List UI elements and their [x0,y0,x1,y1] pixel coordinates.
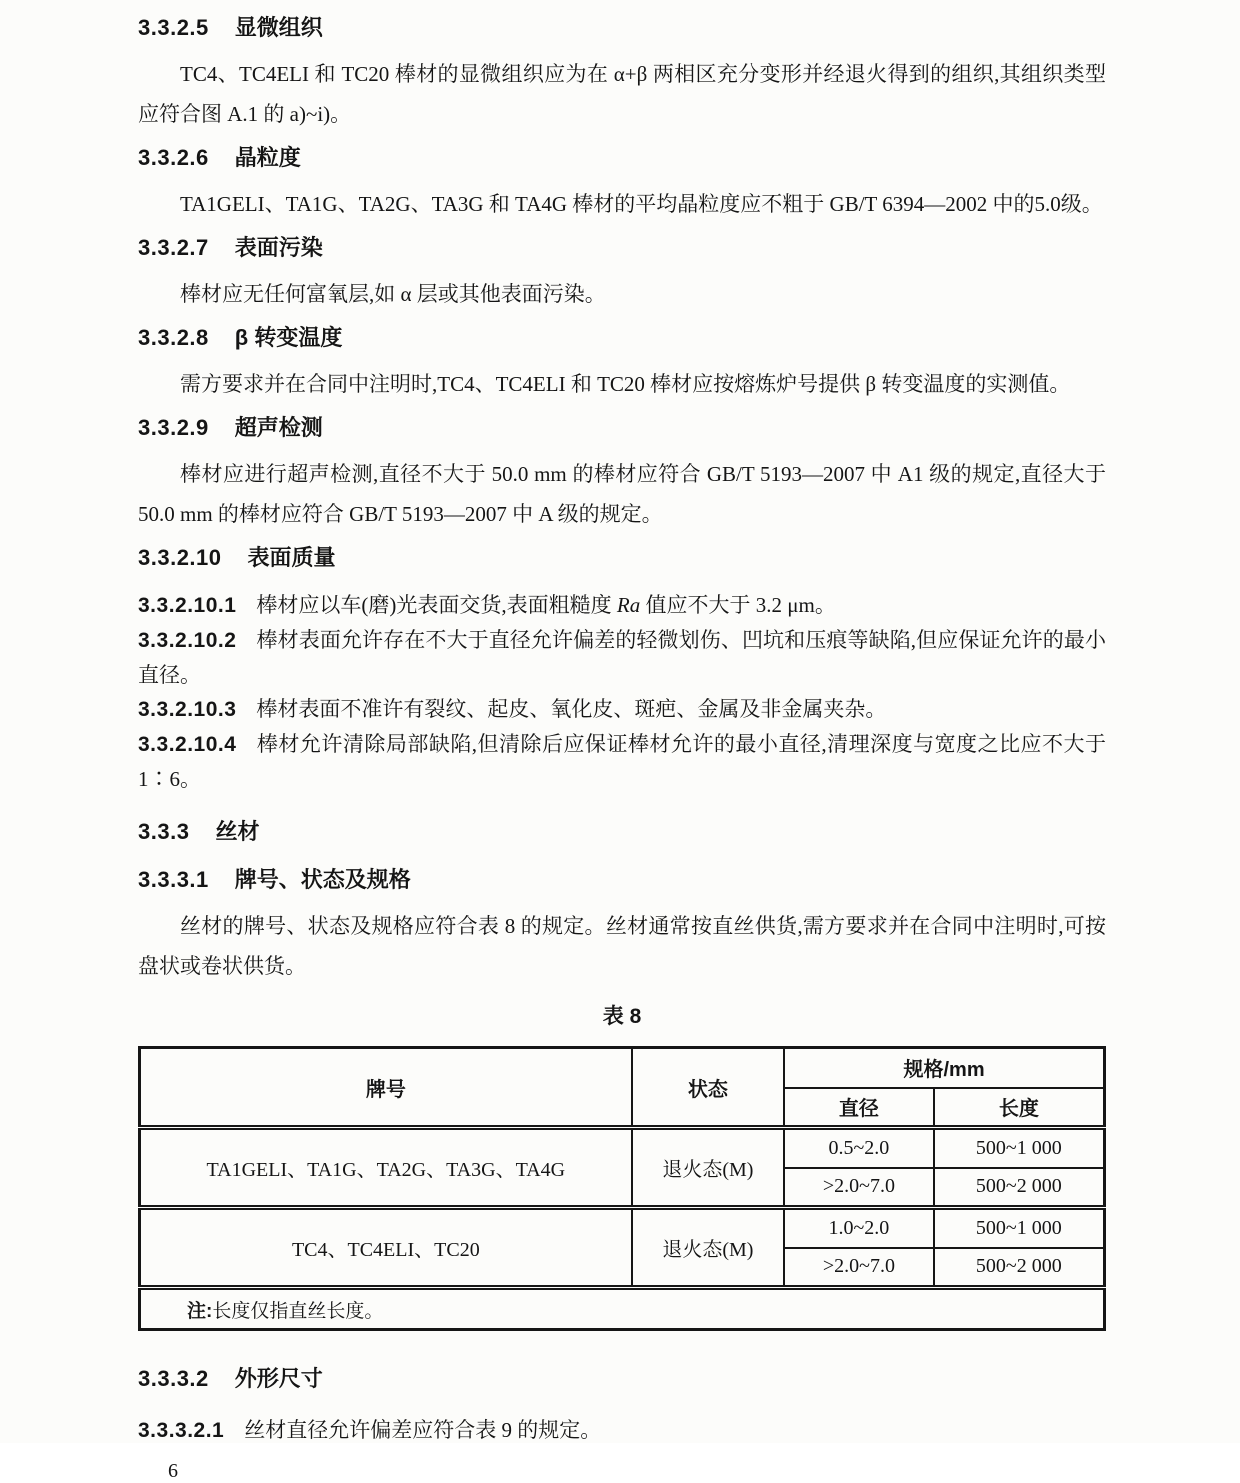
table-row [140,1208,1105,1248]
cell-diameter: 0.5~2.0 [784,1128,934,1168]
clause-3-3-2-10-items [138,588,1106,796]
roughness-symbol: Ra [616,593,641,617]
clause-number: 3.3.2.9 [138,415,209,440]
page-number: 6 [168,1460,178,1482]
clause-paragraph-3-3-2-6: TA1GELI、TA1G、TA2G、TA3G 和 TA4G 棒材的平均晶粒度应不粗于 GB/T 6394—2002 中的5.0级。 [180,192,1103,216]
table-8 [138,1046,1106,1331]
clause-number: 3.3.2.10 [138,545,222,570]
clause-paragraph-3-3-2-7: 棒材应无任何富氧层,如 α 层或其他表面污染。 [180,282,606,306]
cell-state: 退火态(M) [632,1128,784,1208]
sub-clause-text: 棒材表面不准许有裂纹、起皮、氧化皮、斑疤、金属及非金属夹杂。 [256,697,887,721]
header-spec: 规格/mm [784,1048,1104,1088]
sub-clause-text: 丝材直径允许偏差应符合表 9 的规定。 [244,1418,602,1442]
cell-length: 500~2 000 [934,1168,1105,1208]
cell-diameter: 1.0~2.0 [784,1208,934,1248]
cell-length: 500~1 000 [934,1128,1105,1168]
table-header-row-1 [140,1048,1105,1088]
clause-heading-3-3-2-10 [138,544,1106,572]
header-state: 状态 [632,1048,784,1128]
cell-length: 500~1 000 [934,1208,1105,1248]
table-row [140,1128,1105,1168]
clause-heading-3-3-2-9 [138,414,1106,442]
clause-title: 超声检测 [234,415,323,440]
table-note [140,1288,1105,1330]
clause-title: 显微组织 [234,15,323,40]
sub-clause-number: 3.3.2.10.2 [138,629,237,652]
clause-heading-3-3-3-2 [138,1365,1106,1393]
clause-heading-3-3-2-5 [138,14,1106,42]
sub-clause-text: 值应不大于 3.2 μm。 [640,593,836,617]
sub-clause-3-3-2-10-2 [138,623,1106,692]
clause-number: 3.3.2.5 [138,15,209,40]
table-8-caption: 表 8 [602,1005,642,1028]
cell-state: 退火态(M) [632,1208,784,1288]
cell-diameter: >2.0~7.0 [784,1248,934,1288]
cell-grade: TA1GELI、TA1G、TA2G、TA3G、TA4G [140,1128,632,1208]
sub-clause-number: 3.3.2.10.3 [138,698,237,721]
clause-title: 牌号、状态及规格 [234,867,411,892]
cell-diameter: >2.0~7.0 [784,1168,934,1208]
clause-number: 3.3.3 [138,819,190,844]
clause-title: 丝材 [215,819,260,844]
clause-title: 晶粒度 [234,145,301,170]
clause-number: 3.3.2.7 [138,235,209,260]
note-label: 注: [187,1300,213,1322]
sub-clause-text: 棒材应以车(磨)光表面交货,表面粗糙度 [256,593,617,617]
clause-paragraph-3-3-2-9: 棒材应进行超声检测,直径不大于 50.0 mm 的棒材应符合 GB/T 5193—2007 中 A1 级的规定,直径大于 50.0 mm 的棒材应符合 GB/T 5193—2007 中 A 级的规定。 [138,462,1106,526]
header-diameter: 直径 [784,1088,934,1128]
clause-title: 表面污染 [234,235,323,260]
clause-heading-3-3-2-6 [138,144,1106,172]
cell-length: 500~2 000 [934,1248,1105,1288]
sub-clause-3-3-2-10-4 [138,727,1106,796]
clause-title: 表面质量 [247,545,336,570]
sub-clause-text: 棒材允许清除局部缺陷,但清除后应保证棒材允许的最小直径,清理深度与宽度之比应不大于 1∶6。 [138,732,1106,791]
sub-clause-3-3-2-10-1 [138,588,1106,623]
clause-title: 外形尺寸 [234,1366,323,1391]
table-note-row [140,1288,1105,1330]
header-grade: 牌号 [140,1048,632,1128]
note-text: 长度仅指直丝长度。 [212,1300,384,1322]
clause-number: 3.3.2.6 [138,145,209,170]
clause-title: β 转变温度 [234,325,343,350]
clause-number: 3.3.2.8 [138,325,209,350]
sub-clause-3-3-2-10-3 [138,692,1106,727]
clause-heading-3-3-3 [138,818,1106,846]
cell-grade: TC4、TC4ELI、TC20 [140,1208,632,1288]
sub-clause-text: 棒材表面允许存在不大于直径允许偏差的轻微划伤、凹坑和压痕等缺陷,但应保证允许的最小直径。 [138,628,1106,687]
clause-paragraph-3-3-3-1: 丝材的牌号、状态及规格应符合表 8 的规定。丝材通常按直丝供货,需方要求并在合同中注明时,可按盘状或卷状供货。 [138,914,1106,978]
clause-heading-3-3-2-7 [138,234,1106,262]
clause-heading-3-3-2-8 [138,324,1106,352]
sub-clause-number: 3.3.3.2.1 [138,1419,225,1442]
sub-clause-number: 3.3.2.10.4 [138,733,237,756]
sub-clause-number: 3.3.2.10.1 [138,594,237,617]
clause-paragraph-3-3-2-5: TC4、TC4ELI 和 TC20 棒材的显微组织应为在 α+β 两相区充分变形并经退火得到的组织,其组织类型应符合图 A.1 的 a)~i)。 [138,62,1106,126]
clause-heading-3-3-3-1 [138,866,1106,894]
sub-clause-3-3-3-2-1 [138,1413,1106,1448]
clause-number: 3.3.3.2 [138,1366,209,1391]
clause-number: 3.3.3.1 [138,867,209,892]
header-length: 长度 [934,1088,1105,1128]
clause-paragraph-3-3-2-8: 需方要求并在合同中注明时,TC4、TC4ELI 和 TC20 棒材应按熔炼炉号提供 β 转变温度的实测值。 [180,372,1071,396]
